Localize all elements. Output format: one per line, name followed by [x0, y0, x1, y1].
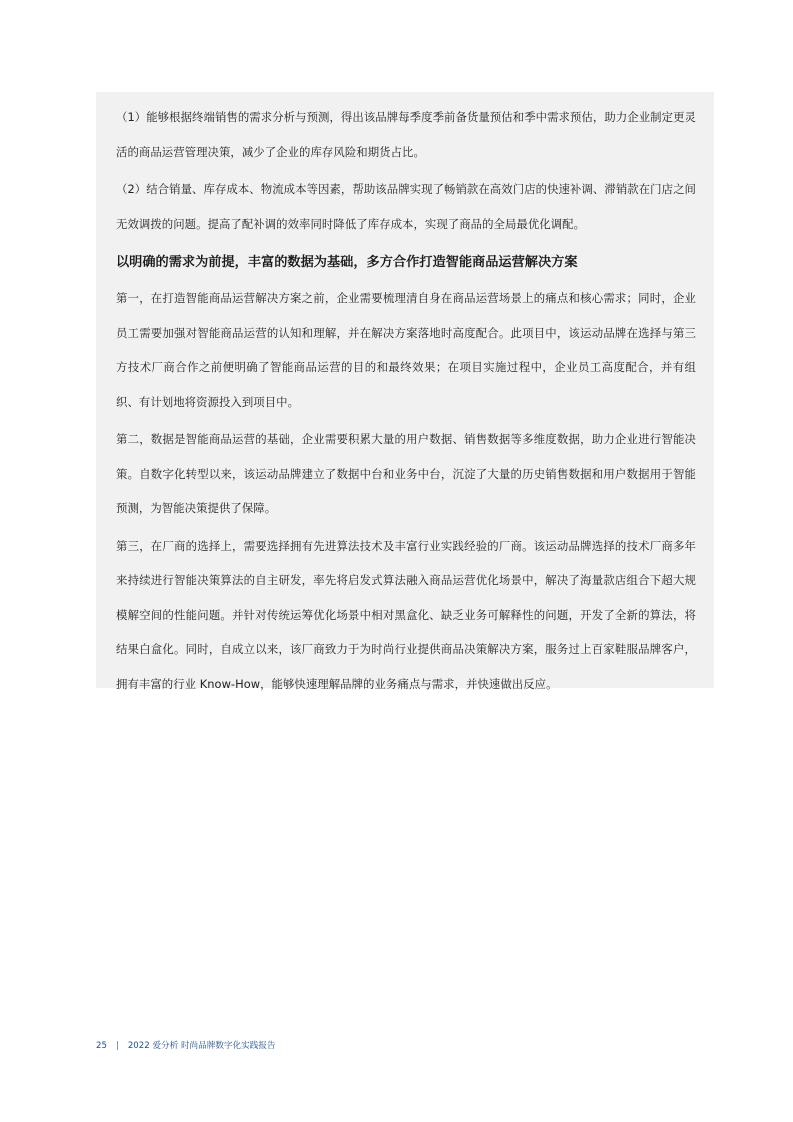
page-footer [96, 1039, 276, 1053]
section-heading: 以明确的需求为前提，丰富的数据为基础，多方合作打造智能商品运营解决方案 [116, 255, 578, 270]
footer-separator: | [115, 1041, 119, 1051]
intro-paragraph-2: （2）结合销量、库存成本、物流成本等因素，帮助该品牌实现了畅销款在高效门店的快速补调、滞销款在门店之间无效调拨的问题。提高了配补调的效率同时降低了库存成本，实现了商品的全局最优化调配。 [116, 182, 696, 231]
intro-paragraph-1: （1）能够根据终端销售的需求分析与预测，得出该品牌每季度季前备货量预估和季中需求预估，助力企业制定更灵活的商品运营管理决策，减少了企业的库存风险和期货占比。 [116, 110, 696, 159]
page-number: 25 [96, 1041, 107, 1051]
body-paragraph-first: 第一，在打造智能商品运营解决方案之前，企业需要梳理清自身在商品运营场景上的痛点和核心需求；同时，企业员工需要加强对智能商品运营的认知和理解，并在解决方案落地时高度配合。此项目中，该运动品牌在选择与第三方技术厂商合作之前便明确了智能商品运营的目的和最终效果；在项目实施过程中，企业员工高度配合，并有组织、有计划地将资源投入到项目中。 [116, 291, 696, 409]
report-title: 2022 爱分析 时尚品牌数字化实践报告 [127, 1041, 276, 1051]
case-study-box [96, 92, 714, 691]
body-paragraph-third: 第三，在厂商的选择上，需要选择拥有先进算法技术及丰富行业实践经验的厂商。该运动品牌选择的技术厂商多年来持续进行智能决策算法的自主研发，率先将启发式算法融入商品运营优化场景中，解决了海量款店组合下超大规模解空间的性能问题。并针对传统运筹优化场景中相对黑盒化、缺乏业务可解释性的问题，开发了全新的算法，将结果白盒化。同时，自成立以来，该厂商致力于为时尚行业提供商品决策解决方案，服务过上百家鞋服品牌客户，拥有丰富的行业 Know-How，能够快速理解品牌的业务痛点与需求，并快速做出反应。 [116, 538, 696, 691]
body-paragraph-second: 第二，数据是智能商品运营的基础，企业需要积累大量的用户数据、销售数据等多维度数据，助力企业进行智能决策。自数字化转型以来，该运动品牌建立了数据中台和业务中台，沉淀了大量的历史销售数据和用户数据用于智能预测，为智能决策提供了保障。 [116, 432, 696, 515]
